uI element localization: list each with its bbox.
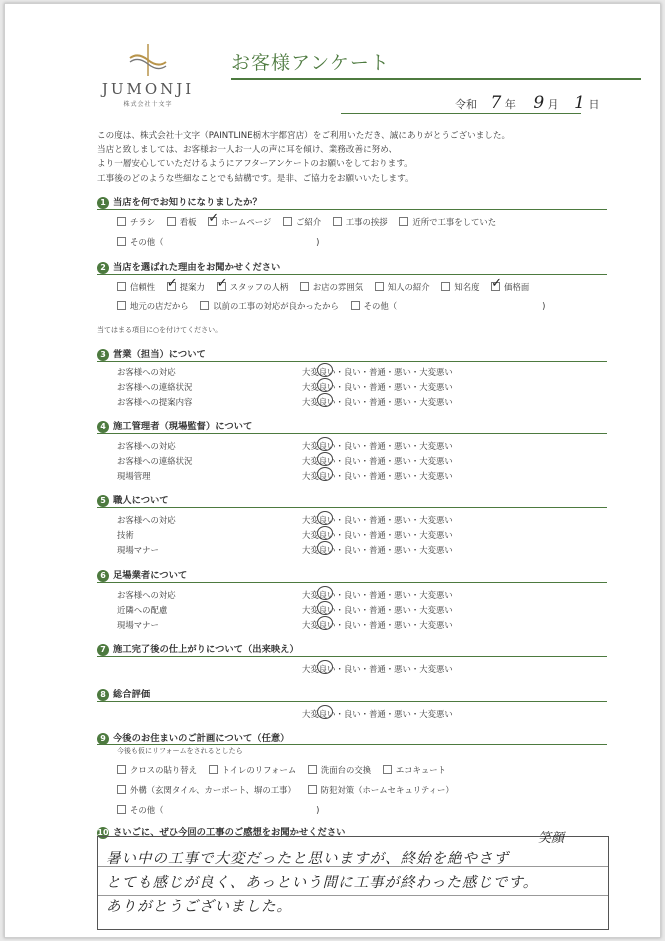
- question-3-heading: [97, 346, 206, 361]
- q9-other-label: その他（: [130, 805, 164, 815]
- q1-option-flyer[interactable]: チラシ: [117, 216, 155, 228]
- q2-option-local[interactable]: 地元の店だから: [117, 300, 189, 312]
- q9-option-wallpaper[interactable]: クロスの貼り替え: [117, 764, 197, 776]
- date-day: 1: [574, 93, 585, 113]
- handwritten-comment-line: とても感じが良く、あっという間に工事が終わった感じです。: [106, 875, 539, 891]
- checkbox-checked[interactable]: [491, 282, 500, 291]
- selected-rating-circle: [317, 526, 333, 540]
- handwritten-comment-line: ありがとうございました。: [106, 899, 292, 915]
- question-number: 8: [97, 689, 109, 701]
- question-number: 7: [97, 644, 109, 656]
- rating-item-label: お客様への対応: [117, 367, 176, 377]
- selected-rating-circle: [317, 660, 333, 674]
- checkbox[interactable]: [308, 765, 317, 774]
- question-divider: [97, 582, 607, 583]
- q1-other-row: その他（ ): [117, 236, 319, 248]
- rating-scale[interactable]: 大変良い・良い・普通・悪い・大変悪い: [302, 515, 453, 525]
- rating-item-label: お客様への対応: [117, 590, 176, 600]
- checkbox[interactable]: [333, 217, 342, 226]
- date-month-unit: 月: [547, 98, 559, 111]
- rating-scale[interactable]: 大変良い・良い・普通・悪い・大変悪い: [302, 709, 453, 719]
- question-title: 足場業者について: [113, 570, 188, 581]
- checkbox[interactable]: [351, 301, 360, 310]
- question-5-heading: [97, 492, 169, 507]
- rating-item-label: 現場管理: [117, 471, 151, 481]
- question-number: 2: [97, 262, 109, 274]
- selected-rating-circle: [317, 616, 333, 630]
- question-title: 営業（担当）について: [113, 349, 206, 360]
- rating-item-label: 現場マナー: [117, 545, 159, 555]
- question-number: 9: [97, 733, 109, 745]
- selected-rating-circle: [317, 705, 333, 719]
- checkbox[interactable]: [300, 282, 309, 291]
- date-year: 7: [490, 93, 502, 113]
- selected-rating-circle: [317, 601, 333, 615]
- rating-item-label: 現場マナー: [117, 620, 159, 630]
- date-year-unit: 年: [504, 98, 516, 111]
- question-title: 総合評価: [113, 689, 151, 700]
- selected-rating-circle: [317, 586, 333, 600]
- q2-options-row-1: [117, 281, 538, 293]
- question-title: 当店を何でお知りになりましたか？: [113, 197, 262, 208]
- q9-subtitle: 今後も仮にリフォームをされるとしたら: [117, 747, 243, 755]
- question-number: 4: [97, 421, 109, 433]
- company-logo: [93, 44, 203, 108]
- intro-line: この度は、株式会社十文字（PAINTLINE栃木宇都宮店）をご利用いただき、誠にありがとうございました。: [97, 131, 511, 141]
- rating-item-label: お客様への対応: [117, 441, 176, 451]
- rating-scale[interactable]: 大変良い・良い・普通・悪い・大変悪い: [302, 471, 453, 481]
- page-title: お客様アンケート: [231, 52, 390, 74]
- selected-rating-circle: [317, 541, 333, 555]
- question-divider: [97, 433, 607, 434]
- rating-item-label: お客様への提案内容: [117, 397, 193, 407]
- q9-option-ecocute[interactable]: エコキュート: [383, 764, 446, 776]
- checkbox[interactable]: [117, 785, 126, 794]
- rating-item-label: お客様への連絡状況: [117, 382, 193, 392]
- checkbox[interactable]: [117, 805, 126, 814]
- date-era: 令和: [455, 98, 477, 111]
- selected-rating-circle: [317, 393, 333, 407]
- rating-item-label: 近隣への配慮: [117, 605, 168, 615]
- rating-scale[interactable]: 大変良い・良い・普通・悪い・大変悪い: [302, 441, 453, 451]
- rating-scale[interactable]: 大変良い・良い・普通・悪い・大変悪い: [302, 605, 453, 615]
- date-month: 9: [533, 93, 545, 113]
- question-divider: [97, 507, 607, 508]
- question-number: 6: [97, 570, 109, 582]
- checkbox[interactable]: [117, 301, 126, 310]
- checkbox[interactable]: [117, 765, 126, 774]
- q1-option-nearby-work[interactable]: 近所で工事をしていた: [399, 216, 496, 228]
- rating-scale[interactable]: 大変良い・良い・普通・悪い・大変悪い: [302, 545, 453, 555]
- question-title: 今後のお住まいのご計画について（任意）: [113, 733, 290, 744]
- q9-options-row-2: [117, 784, 463, 796]
- q2-option-previous-work[interactable]: 以前の工事の対応が良かったから: [200, 300, 339, 312]
- rating-item-label: お客様への連絡状況: [117, 456, 193, 466]
- q2-option-atmosphere[interactable]: お店の雰囲気: [300, 281, 363, 293]
- question-number: 10: [97, 827, 109, 837]
- question-9-heading: [97, 730, 289, 745]
- q1-other-label: その他（: [130, 237, 164, 247]
- question-title: 施工管理者（現場監督）について: [113, 421, 253, 432]
- rating-scale[interactable]: 大変良い・良い・普通・悪い・大変悪い: [302, 664, 453, 674]
- question-2-heading: [97, 259, 280, 274]
- rating-scale[interactable]: 大変良い・良い・普通・悪い・大変悪い: [302, 367, 453, 377]
- intro-text: [97, 129, 510, 186]
- selected-rating-circle: [317, 511, 333, 525]
- question-divider: [97, 274, 607, 275]
- checkbox[interactable]: [209, 765, 218, 774]
- question-divider: [97, 361, 607, 362]
- question-number: 3: [97, 349, 109, 361]
- checkbox-checked[interactable]: [217, 282, 226, 291]
- q1-option-homepage[interactable]: ✓ ホームページ: [208, 216, 271, 228]
- question-title: 当店を選ばれた理由をお聞かせください: [113, 262, 281, 273]
- date-day-unit: 日: [588, 98, 600, 111]
- question-4-heading: [97, 418, 252, 433]
- question-title: 施工完了後の仕上がりについて（出来映え）: [113, 644, 299, 655]
- checkbox[interactable]: [117, 237, 126, 246]
- date-underline: [341, 113, 581, 114]
- q1-option-signboard[interactable]: 看板: [167, 216, 197, 228]
- rating-scale[interactable]: 大変良い・良い・普通・悪い・大変悪い: [302, 382, 453, 392]
- selected-rating-circle: [317, 363, 333, 377]
- question-divider: [97, 701, 607, 702]
- rating-scale[interactable]: 大変良い・良い・普通・悪い・大変悪い: [302, 590, 453, 600]
- question-divider: [97, 656, 607, 657]
- checkbox[interactable]: [283, 217, 292, 226]
- checkbox[interactable]: [167, 217, 176, 226]
- question-divider: [97, 744, 607, 745]
- q9-option-exterior[interactable]: 外構（玄関タイル、カーポート、塀の工事）: [117, 784, 296, 796]
- q9-option-security[interactable]: 防犯対策（ホームセキュリティー）: [308, 784, 454, 796]
- title-underline: [231, 78, 641, 80]
- q1-options-row: [117, 216, 505, 228]
- instruction-note: 当てはまる項目に○を付けてください。: [97, 326, 223, 334]
- question-8-heading: [97, 686, 150, 701]
- q2-option-acquaintance[interactable]: 知人の紹介: [375, 281, 430, 293]
- question-6-heading: [97, 567, 187, 582]
- rating-item-label: お客様への対応: [117, 515, 176, 525]
- rating-item-label: 技術: [117, 530, 134, 540]
- rating-scale[interactable]: 大変良い・良い・普通・悪い・大変悪い: [302, 456, 453, 466]
- rating-scale[interactable]: 大変良い・良い・普通・悪い・大変悪い: [302, 530, 453, 540]
- logo-subtitle: 株式会社十文字: [123, 101, 173, 108]
- q9-option-toilet[interactable]: トイレのリフォーム: [209, 764, 297, 776]
- selected-rating-circle: [317, 452, 333, 466]
- intro-line: 当店と致しましては、お客様お一人お一人の声に耳を傾け、業務改善に努め、: [97, 145, 398, 156]
- logo-text: JUMONJI: [101, 80, 195, 98]
- question-number: 5: [97, 495, 109, 507]
- checkbox-checked[interactable]: [167, 282, 176, 291]
- checkbox[interactable]: [375, 282, 384, 291]
- checkbox[interactable]: [399, 217, 408, 226]
- q2-option-proposal[interactable]: ✓ 提案力: [167, 281, 205, 293]
- intro-line: 工事後のどのような些細なことでも結構です。是非、ご協力をお願いいたします。: [97, 173, 414, 184]
- q1-option-referral[interactable]: ご紹介: [283, 216, 321, 228]
- q2-option-trust[interactable]: 信頼性: [117, 281, 155, 293]
- q9-option-washbasin[interactable]: 洗面台の交換: [308, 764, 371, 776]
- survey-page: [4, 3, 661, 938]
- q2-options-row-2: [117, 300, 554, 312]
- question-7-heading: [97, 641, 299, 656]
- q2-option-price[interactable]: ✓ 価格面: [491, 281, 529, 293]
- handwritten-insert: 笑顔: [538, 831, 565, 846]
- question-title: 職人について: [113, 495, 169, 506]
- checkbox[interactable]: [441, 282, 450, 291]
- question-title: さいごに、ぜひ今回の工事のご感想をお聞かせください: [113, 827, 346, 838]
- checkbox-checked[interactable]: [208, 217, 217, 226]
- checkbox[interactable]: [117, 282, 126, 291]
- survey-date: [455, 93, 599, 113]
- intro-line: より一層安心していただけるようにアフターアンケートのお願いをしております。: [97, 159, 413, 170]
- selected-rating-circle: [317, 437, 333, 451]
- q9-options-row-1: [117, 764, 455, 776]
- selected-rating-circle: [317, 378, 333, 392]
- q2-option-staff[interactable]: ✓ スタッフの人柄: [217, 281, 289, 293]
- q2-option-recognition[interactable]: 知名度: [441, 281, 479, 293]
- checkbox[interactable]: [200, 301, 209, 310]
- question-1-heading: [97, 194, 262, 209]
- handwritten-comment-line: 暑い中の工事で大変だったと思いますが、終始を絶やさず: [106, 851, 509, 867]
- checkbox[interactable]: [383, 765, 392, 774]
- selected-rating-circle: [317, 467, 333, 481]
- question-number: 1: [97, 197, 109, 209]
- q1-option-greeting[interactable]: 工事の挨拶: [333, 216, 388, 228]
- rating-scale[interactable]: 大変良い・良い・普通・悪い・大変悪い: [302, 620, 453, 630]
- rating-scale[interactable]: 大変良い・良い・普通・悪い・大変悪い: [302, 397, 453, 407]
- checkbox[interactable]: [308, 785, 317, 794]
- question-divider: [97, 209, 607, 210]
- q2-option-other[interactable]: その他（ ): [351, 300, 546, 312]
- jumonji-cross-icon: [128, 44, 168, 76]
- checkbox[interactable]: [117, 217, 126, 226]
- q9-other-row: その他（ ): [117, 804, 319, 816]
